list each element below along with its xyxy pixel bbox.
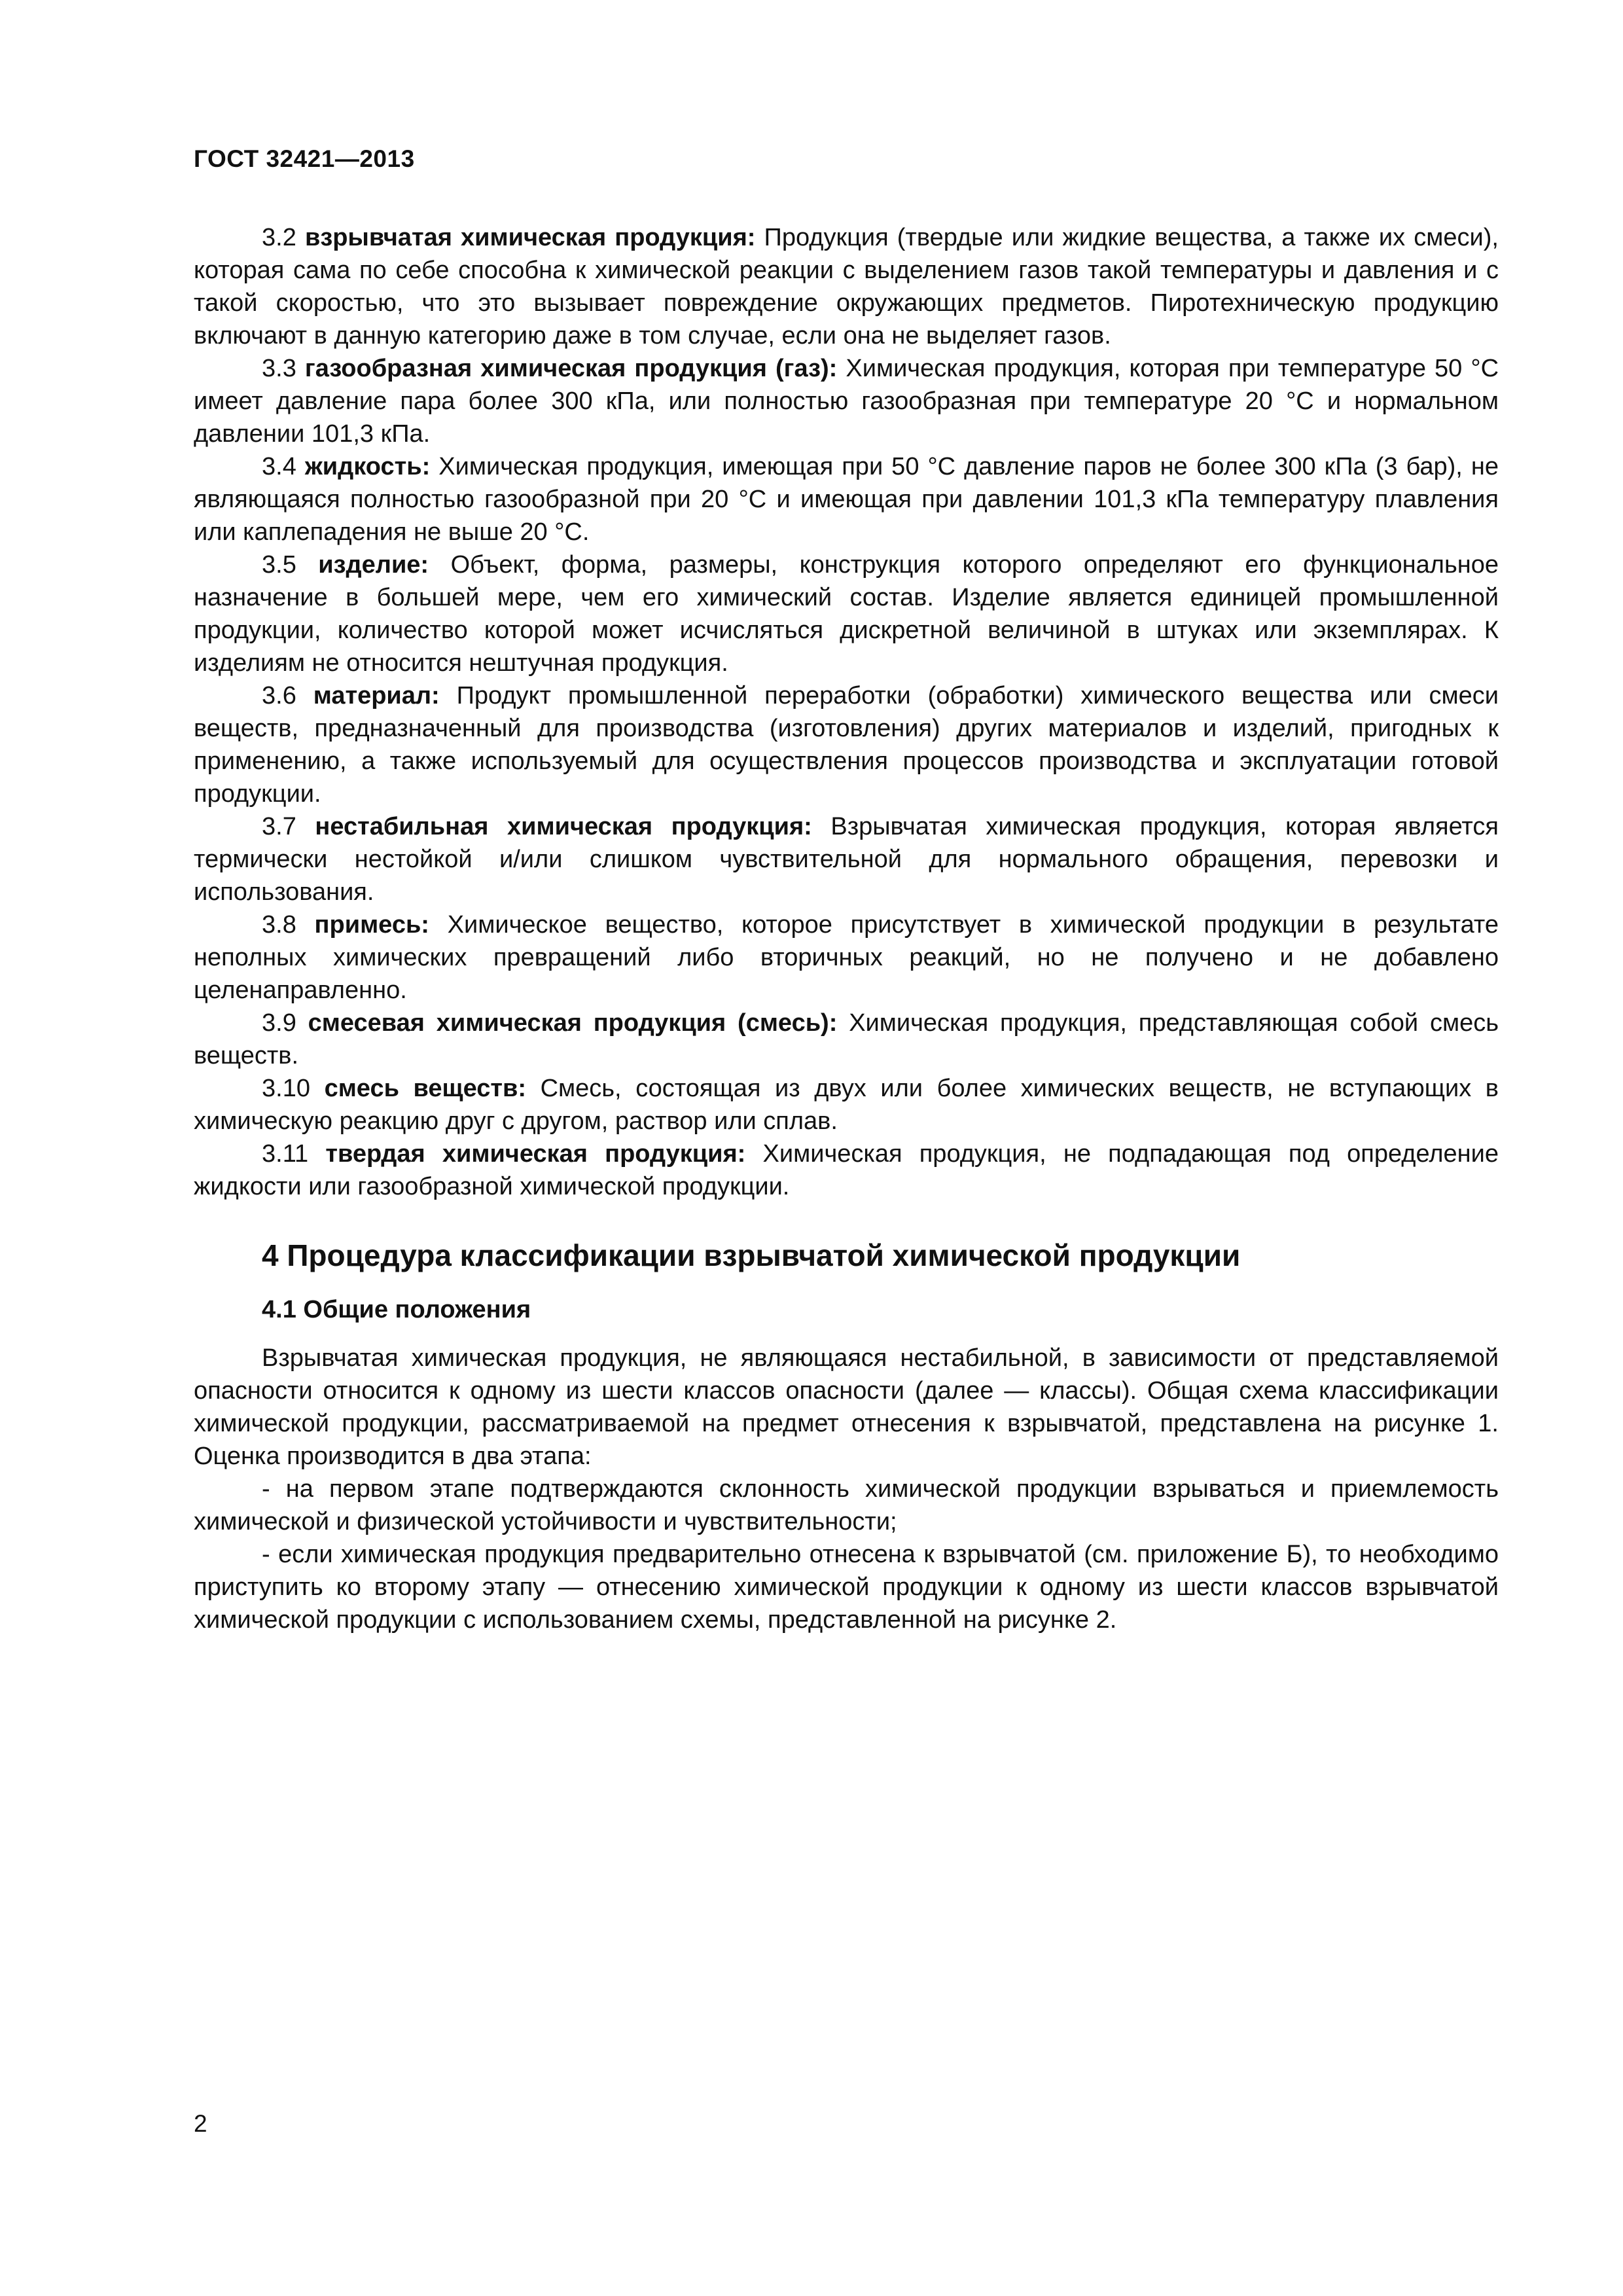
definition-3-8 [194,908,1499,1007]
definition-term: смесь веществ: [324,1075,526,1102]
page-number: 2 [194,2110,207,2137]
definition-3-10 [194,1072,1499,1138]
definition-number: 3.5 [262,551,296,579]
subsection-4-1-title: 4.1 Общие положения [262,1296,531,1323]
definition-number: 3.7 [262,813,296,840]
section-4-list-item: - на первом этапе подтверждаются склонность химической продукции взрываться и приемлемость химической и физической устойчивости и чувствительности; [194,1475,1499,1535]
section-4-paragraph: Взрывчатая химическая продукция, не являющаяся нестабильной, в зависимости от представляемой опасности относится к одному из шести классов опасности (далее — классы). Общая схема классификации химической продукции, рассматриваемой на предмет отнесения к взрывчатой, представлена на рисунке 1. Оценка производится в два этапа: [194,1344,1499,1470]
definition-text: Продукция (твердые или жидкие вещества, а также их смеси), которая сама по себе способна к химической реакции с выделением газов такой температуры и давления и с такой скоростью, что это вызывает повреждение окружающих предметов. Пиротехническую продукцию включают в данную категорию даже в том случае, если она не выделяет газов. [194,224,1499,350]
definition-number: 3.10 [262,1075,310,1102]
definition-3-11 [194,1138,1499,1203]
definition-text: Химическая продукция, представляющая собой смесь веществ. [194,1009,1499,1069]
definition-term: твердая химическая продукция: [325,1140,746,1168]
definition-number: 3.3 [262,355,296,382]
definition-text: Продукт промышленной переработки (обработки) химического вещества или смеси веществ, предназначенный для производства (изготовления) других материалов и изделий, пригодных к применению, а также используемый для осуществления процессов производства и эксплуатации готовой продукции. [194,682,1499,808]
definition-number: 3.9 [262,1009,296,1037]
definition-number: 3.4 [262,453,296,480]
definition-text: Химическая продукция, которая при температуре 50 °С имеет давление пара более 300 кПа, или полностью газообразная при температуре 20 °С и нормальном давлении 101,3 кПа. [194,355,1499,448]
definition-number: 3.6 [262,682,296,709]
definition-text: Взрывчатая химическая продукция, которая является термически нестойкой и/или слишком чувствительной для нормального обращения, перевозки и использования. [194,813,1499,906]
definition-term: жидкость: [304,453,431,480]
definition-3-6 [194,679,1499,810]
definition-text: Химическое вещество, которое присутствует в химической продукции в результате неполных химических превращений либо вторичных реакций, но не получено и не добавлено целенаправленно. [194,911,1499,1004]
definition-3-3 [194,352,1499,450]
definition-3-4 [194,450,1499,548]
definition-term: смесевая химическая продукция (смесь): [308,1009,838,1037]
section-4-title: 4 Процедура классификации взрывчатой химической продукции [262,1238,1241,1272]
definition-text: Химическая продукция, имеющая при 50 °С давление паров не более 300 кПа (3 бар), не являющаяся полностью газообразной при 20 °С и имеющая при давлении 101,3 кПа температуру плавления или каплепадения не выше 20 °С. [194,453,1499,546]
page-body [194,221,1499,1636]
definition-term: газообразная химическая продукция (газ): [304,355,838,382]
definition-3-5 [194,548,1499,679]
definition-text: Химическая продукция, не подпадающая под определение жидкости или газообразной химической продукции. [194,1140,1499,1200]
definition-3-2 [194,221,1499,352]
definition-number: 3.11 [262,1140,309,1168]
definition-term: взрывчатая химическая продукция: [304,224,756,251]
document-code-header: ГОСТ 32421—2013 [194,145,415,172]
section-4-list-item: - если химическая продукция предварительно отнесена к взрывчатой (см. приложение Б), то необходимо приступить ко второму этапу — отнесению химической продукции к одному из шести классов взрывчатой химической продукции с использованием схемы, представленной на рисунке 2. [194,1541,1499,1634]
definition-term: нестабильная химическая продукция: [315,813,812,840]
definition-number: 3.2 [262,224,296,251]
definition-text: Объект, форма, размеры, конструкция которого определяют его функциональное назначение в большей мере, чем его химический состав. Изделие является единицей промышленной продукции, количество которой может исчисляться дискретной величиной в штуках или экземплярах. К изделиям не относится нештучная продукция. [194,551,1499,677]
definition-text: Смесь, состоящая из двух или более химических веществ, не вступающих в химическую реакцию друг с другом, раствор или сплав. [194,1075,1499,1135]
definition-3-7 [194,810,1499,908]
definition-number: 3.8 [262,911,296,939]
definition-3-9 [194,1007,1499,1072]
definition-term: изделие: [318,551,429,579]
definition-term: примесь: [314,911,429,939]
definition-term: материал: [313,682,440,709]
